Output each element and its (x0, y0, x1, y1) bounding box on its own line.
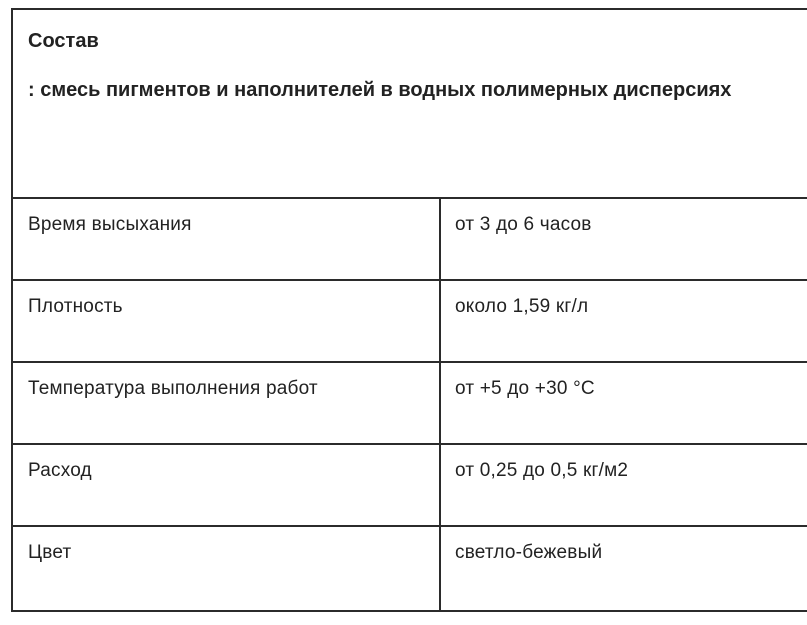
row-value: от 0,25 до 0,5 кг/м2 (455, 460, 629, 481)
row-value: светло-бежевый (455, 542, 603, 563)
composition-header-cell (13, 10, 807, 199)
table-row-drying-time (13, 199, 807, 281)
row-label: Плотность (28, 296, 123, 317)
table-row-density (13, 281, 807, 363)
row-value: около 1,59 кг/л (455, 296, 589, 317)
row-label: Расход (28, 460, 92, 481)
row-value: от +5 до +30 °С (455, 378, 595, 399)
spec-table (11, 8, 807, 612)
row-label: Цвет (28, 542, 72, 563)
table-row-consumption (13, 445, 807, 527)
row-label: Время высыхания (28, 214, 192, 235)
row-value: от 3 до 6 часов (455, 214, 592, 235)
table-row-work-temperature (13, 363, 807, 445)
row-label: Температура выполнения работ (28, 378, 318, 399)
table-row-color (13, 527, 807, 609)
composition-description: : смесь пигментов и наполнителей в водных полимерных дисперсиях (28, 79, 732, 101)
composition-title: Состав (28, 30, 99, 52)
